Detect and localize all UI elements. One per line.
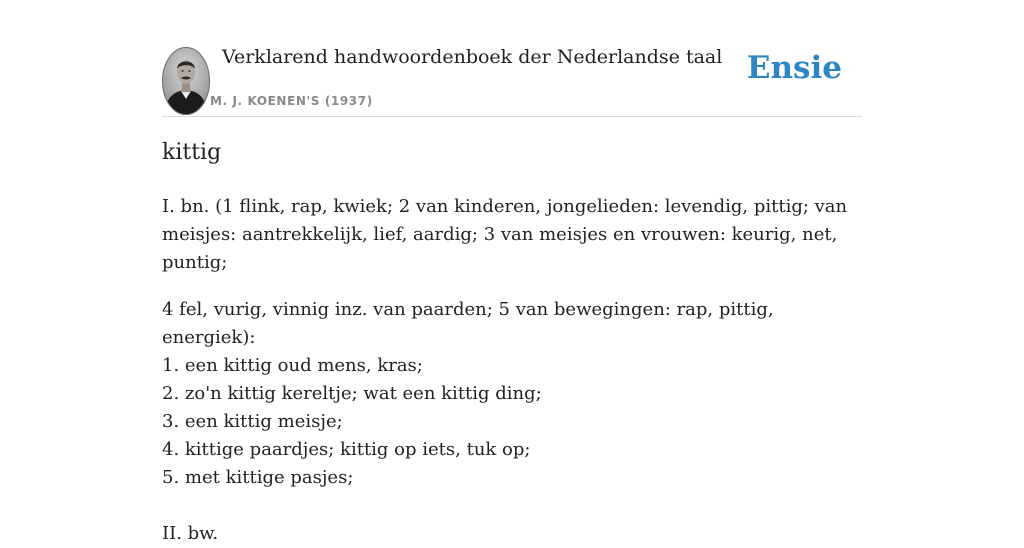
- definition-example: 5. met kittige pasjes;: [162, 467, 354, 488]
- definition-example: 3. een kittig meisje;: [162, 411, 343, 432]
- dictionary-title: Verklarend handwoordenboek der Nederlandse taal: [222, 46, 723, 68]
- dictionary-header: [162, 46, 862, 117]
- definition-example: 1. een kittig oud mens, kras;: [162, 355, 423, 376]
- definition-paragraph: II. bw.: [162, 523, 219, 544]
- definition-example: 4. kittige paardjes; kittig op iets, tuk op;: [162, 439, 531, 460]
- author-portrait-icon: [162, 47, 210, 115]
- definition-paragraph: I. bn. (1 flink, rap, kwiek; 2 van kinderen, jongelieden: levendig, pittig; van meisjes: aantrekkelijk, lief, aardig; 3 van meisjes en vrouwen: keurig, net, puntig;: [162, 196, 848, 273]
- brand-logo-link[interactable]: Ensie: [746, 50, 842, 86]
- entry-definition: [162, 193, 862, 548]
- definition-example: 2. zo'n kittig kereltje; wat een kittig ding;: [162, 383, 542, 404]
- definition-paragraph: 4 fel, vurig, vinnig inz. van paarden; 5 van bewegingen: rap, pittig, energiek):: [162, 299, 774, 348]
- dictionary-subtitle: M. J. KOENEN'S (1937): [210, 94, 373, 108]
- entry-headword: kittig: [162, 140, 222, 165]
